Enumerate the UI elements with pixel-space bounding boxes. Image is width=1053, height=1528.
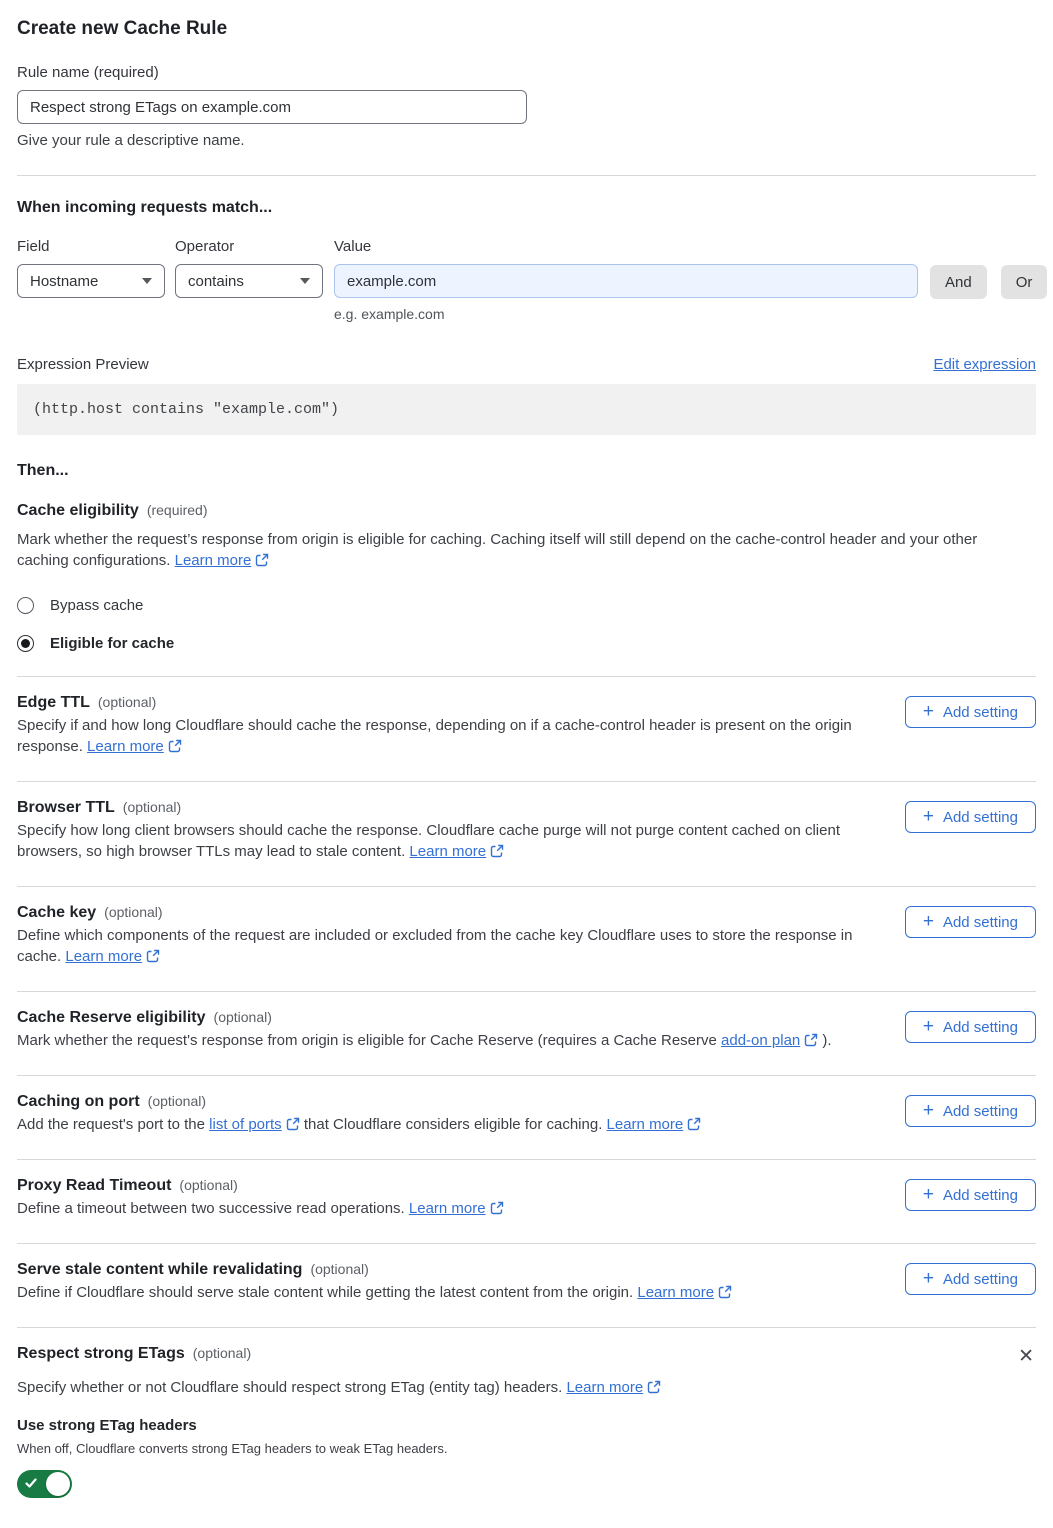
cache-key-title: Cache key — [17, 904, 97, 921]
add-setting-button-browser-ttl[interactable] — [905, 801, 1036, 833]
add-setting-button-cache-key[interactable] — [905, 906, 1036, 938]
add-setting-label: Add setting — [942, 703, 1018, 721]
add-setting-label: Add setting — [942, 1018, 1018, 1036]
list-of-ports-link[interactable]: list of ports — [209, 1116, 282, 1133]
cache-eligibility-desc: Mark whether the request’s response from origin is eligible for caching. Caching itself will still depend on the cache-control header and your other caching configurations. — [17, 531, 978, 569]
cache-reserve-desc-after: ). — [822, 1032, 832, 1049]
checkmark-icon — [25, 1477, 37, 1489]
learn-more-link[interactable]: Learn more — [65, 948, 143, 965]
external-link-icon — [804, 1033, 818, 1047]
external-link-icon — [687, 1117, 701, 1131]
chevron-down-icon — [142, 278, 152, 284]
use-strong-etag-headers-toggle[interactable] — [17, 1470, 72, 1498]
learn-more-link[interactable]: Learn more — [566, 1379, 644, 1396]
value-input[interactable] — [334, 264, 918, 298]
and-button[interactable]: And — [930, 265, 987, 299]
value-label: Value — [334, 238, 372, 255]
external-link-icon — [255, 553, 269, 567]
add-setting-button-caching-on-port[interactable] — [905, 1095, 1036, 1127]
field-column — [17, 238, 165, 298]
rule-name-label: Rule name (required) — [17, 64, 159, 81]
operator-label: Operator — [175, 238, 235, 255]
learn-more-link[interactable]: Learn more — [637, 1284, 715, 1301]
add-setting-button-edge-ttl[interactable] — [905, 696, 1036, 728]
expression-preview-header — [17, 356, 1036, 373]
edge-ttl-title: Edge TTL — [17, 694, 90, 711]
rule-name-helper: Give your rule a descriptive name. — [17, 132, 245, 149]
serve-stale-title: Serve stale content while revalidating — [17, 1261, 303, 1278]
match-heading: When incoming requests match... — [17, 199, 273, 216]
learn-more-link[interactable]: Learn more — [408, 1200, 486, 1217]
serve-stale-section — [17, 1243, 1036, 1303]
then-heading: Then... — [17, 462, 69, 479]
add-setting-label: Add setting — [942, 1186, 1018, 1204]
learn-more-link[interactable]: Learn more — [606, 1116, 684, 1133]
respect-strong-etags-desc: Specify whether or not Cloudflare should respect strong ETag (entity tag) headers. — [17, 1379, 563, 1396]
learn-more-link[interactable]: Learn more — [174, 552, 252, 569]
field-select-value: Hostname — [30, 272, 99, 290]
learn-more-link[interactable]: Learn more — [409, 843, 487, 860]
match-condition-row — [17, 238, 1036, 322]
edge-ttl-section — [17, 676, 1036, 757]
close-icon[interactable]: ✕ — [1018, 1346, 1034, 1367]
or-button[interactable]: Or — [1001, 265, 1048, 299]
radio-eligible-for-cache[interactable] — [17, 635, 1036, 652]
plus-icon: + — [922, 910, 934, 932]
plus-icon: + — [922, 1267, 934, 1289]
use-strong-etag-headers-note: When off, Cloudflare converts strong ETag headers to weak ETag headers. — [17, 1441, 448, 1456]
radio-bypass-cache[interactable] — [17, 597, 1036, 614]
browser-ttl-desc: Specify how long client browsers should cache the response. Cloudflare cache purge will not purge content cached on client browsers, so high browser TTLs may lead to stale content. — [17, 822, 840, 860]
external-link-icon — [286, 1117, 300, 1131]
optional-badge: (optional) — [97, 694, 157, 710]
add-on-plan-link[interactable]: add-on plan — [721, 1032, 801, 1049]
radio-selected-icon — [17, 635, 34, 652]
page-title: Create new Cache Rule — [17, 18, 228, 39]
cache-eligibility-title: Cache eligibility — [17, 502, 139, 519]
chevron-down-icon — [300, 278, 310, 284]
field-select[interactable] — [17, 264, 165, 298]
proxy-read-timeout-section — [17, 1159, 1036, 1219]
optional-badge: (optional) — [179, 1177, 238, 1193]
operator-select[interactable] — [175, 264, 323, 298]
cache-eligibility-section — [17, 502, 1036, 652]
plus-icon: + — [922, 805, 934, 827]
optional-badge: (optional) — [104, 904, 163, 920]
add-setting-label: Add setting — [942, 1270, 1018, 1288]
cache-reserve-desc: Mark whether the request's response from origin is eligible for Cache Reserve (requires a Cache Reserve — [17, 1032, 717, 1049]
add-setting-button-serve-stale[interactable] — [905, 1263, 1036, 1295]
learn-more-link[interactable]: Learn more — [87, 738, 164, 755]
plus-icon: + — [922, 1183, 934, 1205]
field-label: Field — [17, 238, 50, 255]
expression-code: (http.host contains "example.com") — [33, 401, 340, 418]
caching-on-port-section — [17, 1075, 1036, 1135]
external-link-icon — [168, 739, 182, 753]
caching-on-port-desc-mid: that Cloudflare considers eligible for caching. — [303, 1116, 603, 1133]
edge-ttl-desc: Specify if and how long Cloudflare should cache the response, depending on if a cache-control header is present on the origin response. — [17, 717, 852, 755]
plus-icon: + — [922, 1099, 934, 1121]
radio-label: Bypass cache — [50, 597, 144, 614]
serve-stale-desc: Define if Cloudflare should serve stale content while getting the latest content from the origin. — [17, 1284, 634, 1301]
optional-badge: (optional) — [310, 1261, 369, 1277]
operator-column — [175, 238, 323, 298]
cache-reserve-title: Cache Reserve eligibility — [17, 1009, 206, 1026]
cache-reserve-eligibility-section — [17, 991, 1036, 1051]
external-link-icon — [146, 949, 160, 963]
plus-icon: + — [922, 700, 934, 722]
optional-badge: (optional) — [213, 1009, 272, 1025]
browser-ttl-title: Browser TTL — [17, 799, 115, 816]
optional-badge: (optional) — [122, 799, 182, 815]
use-strong-etag-headers-label: Use strong ETag headers — [17, 1417, 197, 1434]
external-link-icon — [490, 1201, 504, 1215]
add-setting-label: Add setting — [942, 808, 1018, 826]
edit-expression-link[interactable]: Edit expression — [933, 356, 1036, 373]
expression-code-box — [17, 384, 1036, 435]
operator-select-value: contains — [188, 272, 244, 290]
add-setting-label: Add setting — [942, 913, 1018, 931]
respect-strong-etags-title: Respect strong ETags — [17, 1345, 185, 1362]
add-setting-label: Add setting — [942, 1102, 1018, 1120]
add-setting-button-cache-reserve[interactable] — [905, 1011, 1036, 1043]
cache-key-section — [17, 886, 1036, 967]
proxy-read-timeout-title: Proxy Read Timeout — [17, 1177, 172, 1194]
external-link-icon — [647, 1380, 661, 1394]
divider — [17, 175, 1036, 176]
radio-label: Eligible for cache — [50, 635, 175, 652]
browser-ttl-section — [17, 781, 1036, 862]
value-hint: e.g. example.com — [334, 306, 445, 322]
optional-badge: (optional) — [192, 1345, 252, 1361]
caching-on-port-title: Caching on port — [17, 1093, 140, 1110]
rule-name-input[interactable] — [17, 90, 527, 124]
add-setting-button-proxy-read-timeout[interactable] — [905, 1179, 1036, 1211]
cache-key-desc: Define which components of the request are included or excluded from the cache key Cloudflare uses to store the response in cache. — [17, 927, 853, 965]
rule-name-block — [17, 64, 1036, 149]
external-link-icon — [490, 844, 504, 858]
proxy-read-timeout-desc: Define a timeout between two successive read operations. — [17, 1200, 405, 1217]
external-link-icon — [718, 1285, 732, 1299]
optional-badge: (optional) — [147, 1093, 207, 1109]
toggle-knob — [46, 1472, 70, 1496]
caching-on-port-desc-pre: Add the request's port to the — [17, 1116, 205, 1133]
plus-icon: + — [922, 1015, 934, 1037]
required-badge: (required) — [146, 502, 208, 518]
value-column — [334, 238, 918, 322]
respect-strong-etags-section — [17, 1327, 1036, 1498]
expression-preview-label: Expression Preview — [17, 356, 149, 373]
radio-unselected-icon — [17, 597, 34, 614]
